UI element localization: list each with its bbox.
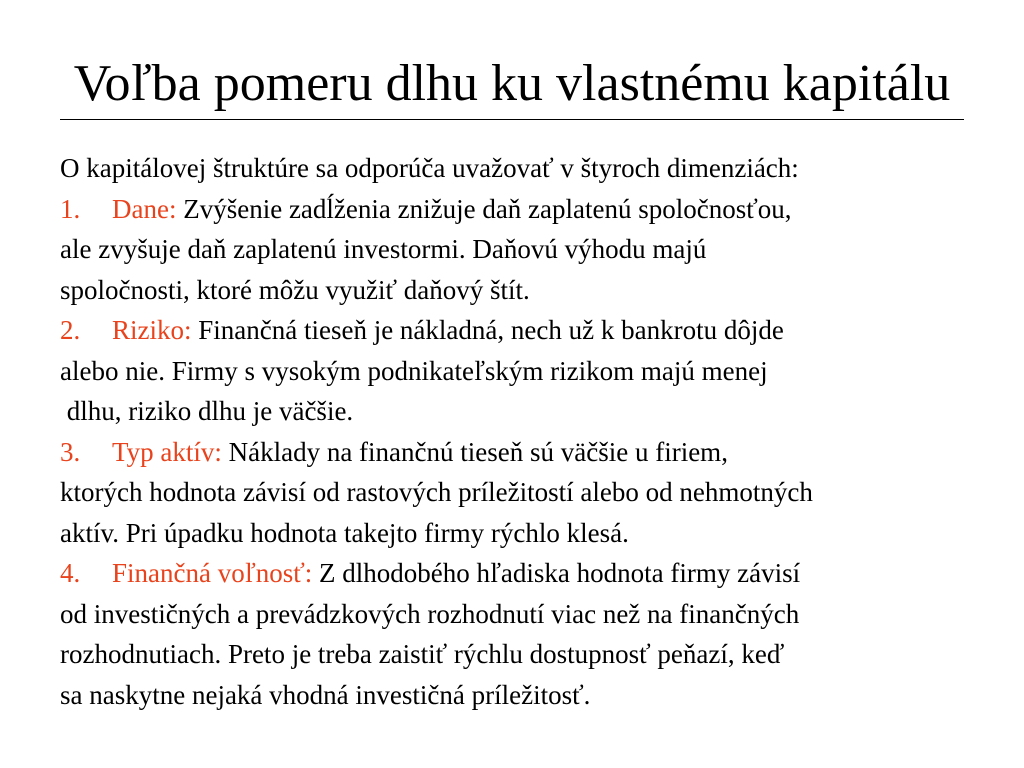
item-text-line: rozhodnutiach. Preto je treba zaistiť rýchlu dostupnosť peňazí, keď (60, 639, 785, 669)
title-divider (60, 119, 964, 120)
item-label: Riziko: (112, 315, 192, 345)
item-text: Náklady na finančnú tieseň sú väčšie u firiem, (228, 436, 728, 467)
item-number: 2. (60, 315, 81, 345)
item-text-line: od investičných a prevádzkových rozhodnutí viac než na finančných (60, 598, 800, 629)
list-item-typ-aktiv (60, 432, 1020, 473)
item-text-line: ktorých hodnota závisí od rastových príležitostí alebo od nehmotných (60, 477, 813, 507)
item-number: 1. (60, 193, 81, 224)
slide-title: Voľba pomeru dlhu ku vlastnému kapitálu (73, 55, 951, 112)
item-text-line: alebo nie. Firmy s vysokým podnikateľským rizikom majú menej (60, 355, 768, 386)
item-text: Zvýšenie zadĺženia znižuje daň zaplatenú spoločnosťou, (183, 193, 792, 224)
item-label: Typ aktív: (112, 436, 222, 467)
slide-body (60, 148, 1020, 715)
list-item-riziko (60, 310, 1020, 351)
list-item-financna-volnost (60, 553, 1020, 594)
item-label: Dane: (112, 193, 177, 224)
intro-text: O kapitálovej štruktúre sa odporúča uvažovať v štyroch dimenziách: (60, 153, 799, 183)
item-text-line: aktív. Pri úpadku hodnota takejto firmy rýchlo klesá. (60, 517, 629, 548)
item-number: 4. (60, 558, 81, 588)
item-text-line: ale zvyšuje daň zaplatenú investormi. Daňovú výhodu majú (60, 234, 707, 264)
item-number: 3. (60, 436, 81, 467)
list-item-dane (60, 189, 1020, 230)
item-text: Z dlhodobého hľadiska hodnota firmy závisí (318, 558, 801, 588)
item-text-line: dlhu, riziko dlhu je väčšie. (60, 396, 354, 426)
item-text: Finančná tieseň je nákladná, nech už k bankrotu dôjde (198, 315, 784, 345)
item-text-line: sa naskytne nejaká vhodná investičná príležitosť. (60, 679, 591, 710)
item-text-line: spoločnosti, ktoré môžu využiť daňový štít. (60, 274, 530, 305)
item-label: Finančná voľnosť: (112, 558, 313, 588)
